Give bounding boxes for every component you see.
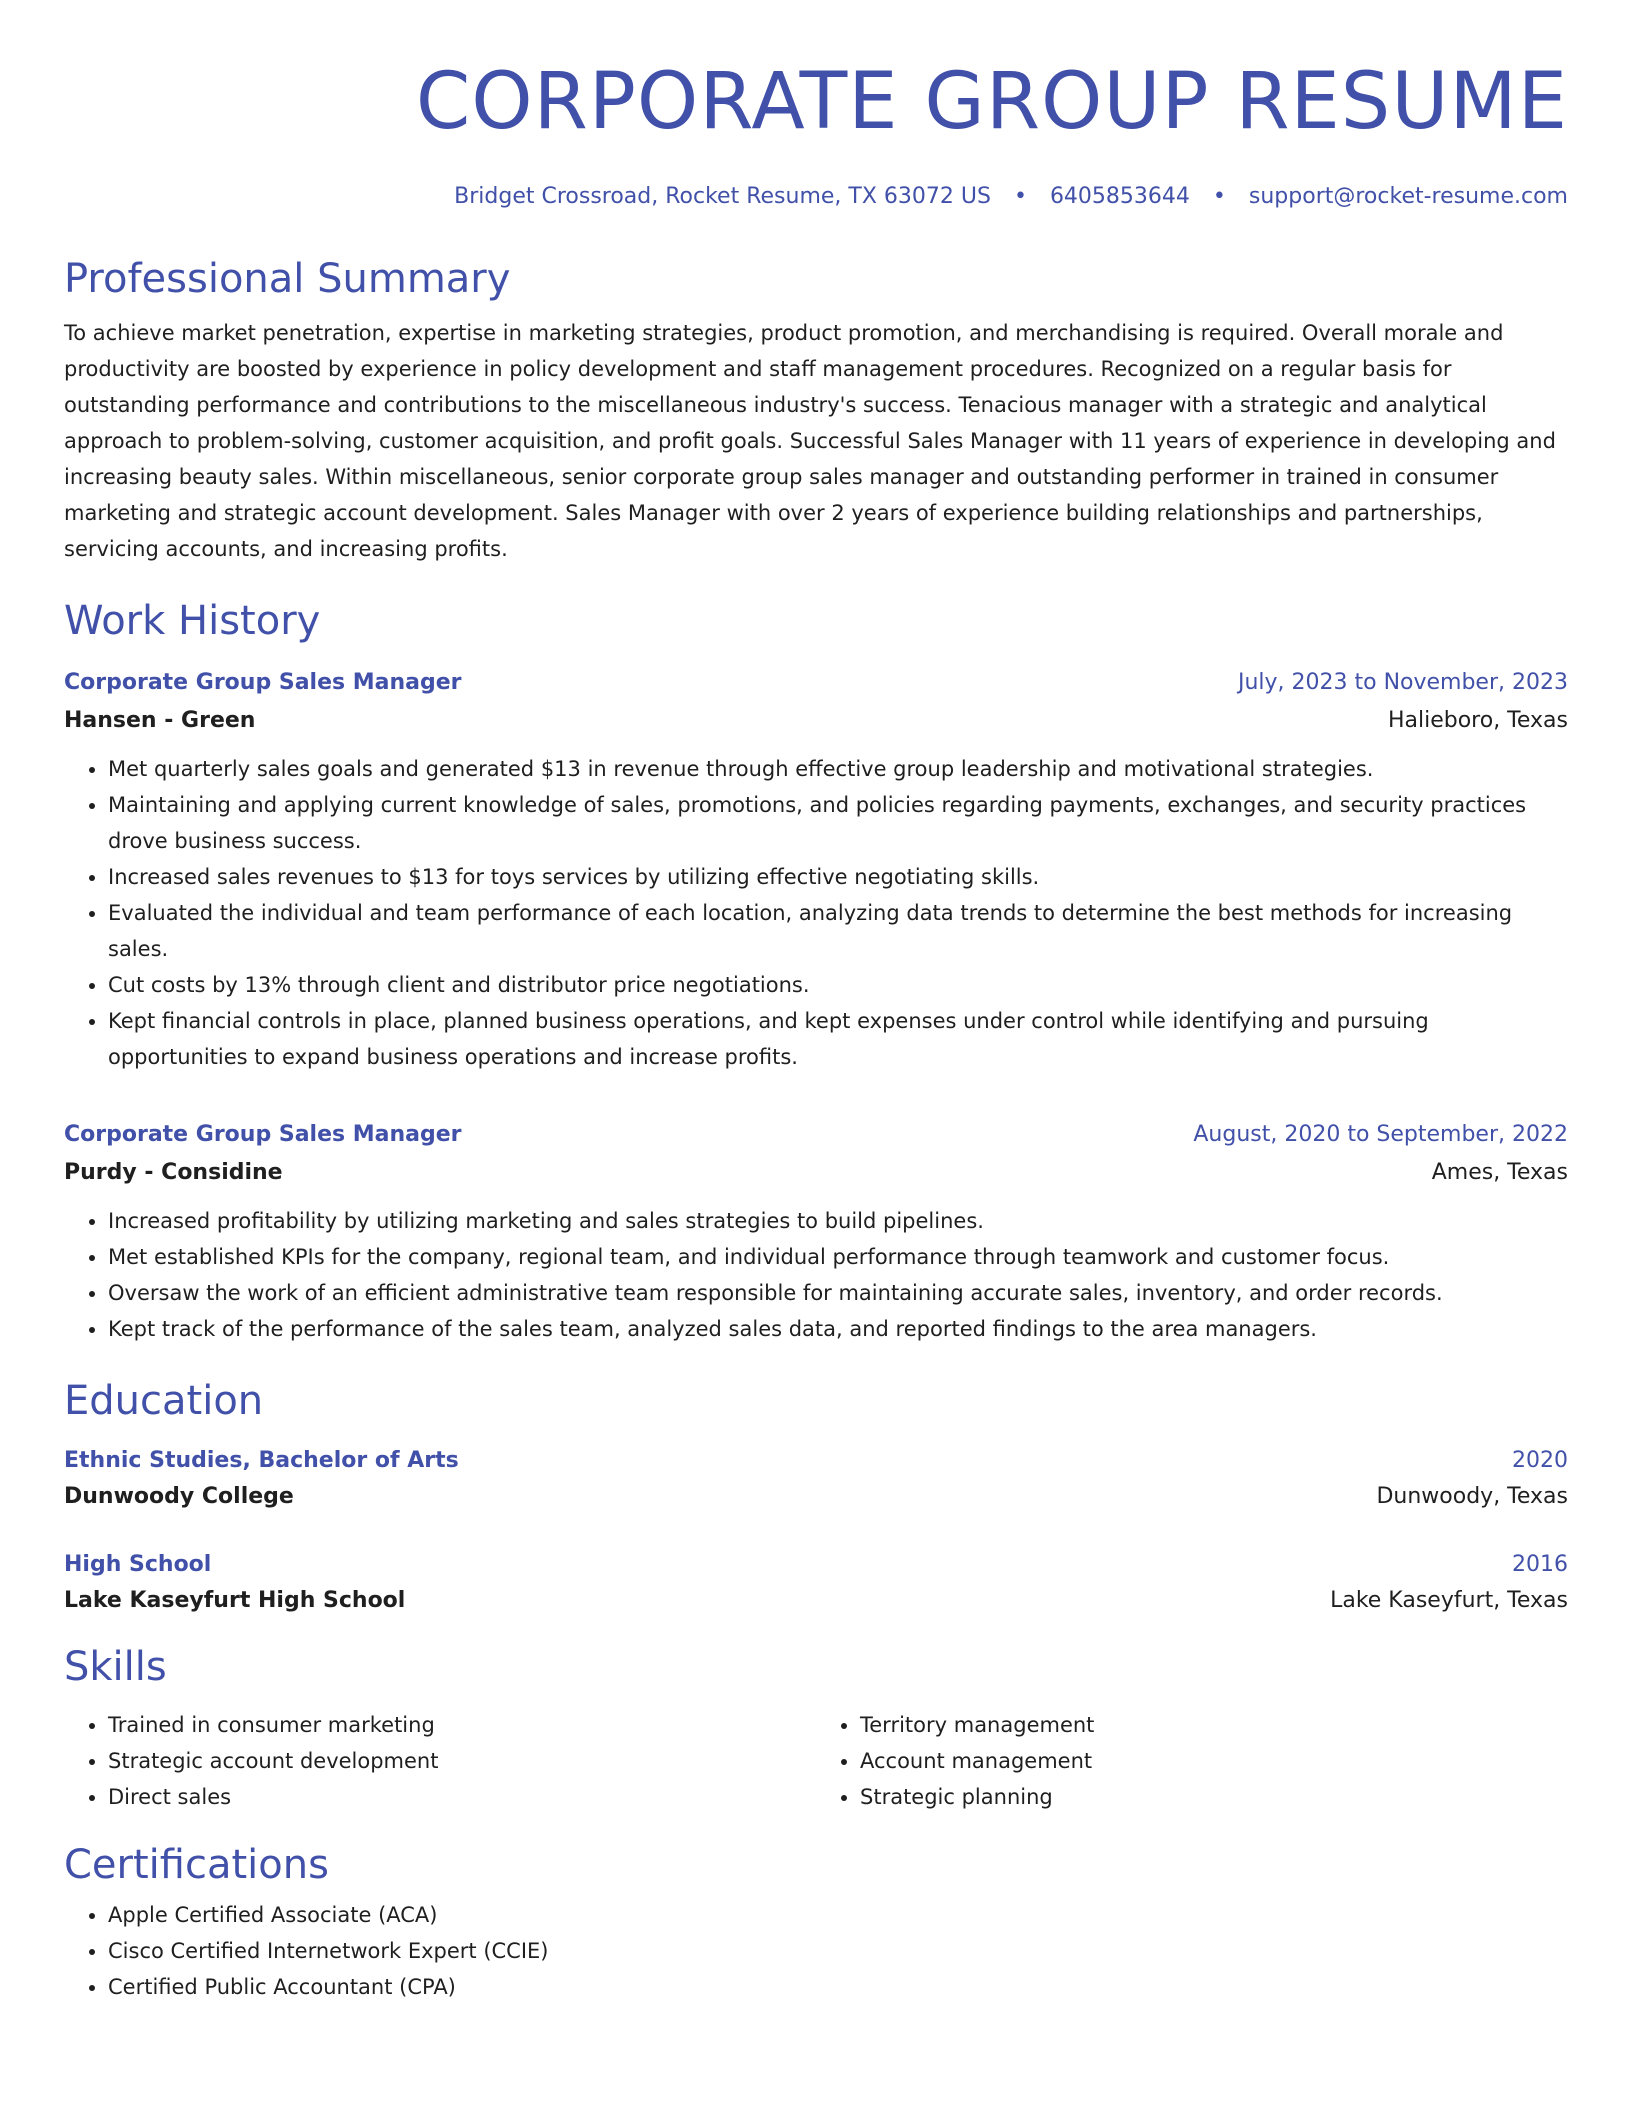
job-subheader: [64, 1151, 1568, 1189]
skill-item: • Territory management: [860, 1707, 1568, 1743]
job-header: [64, 1119, 1568, 1151]
skills-grid: [64, 1699, 1568, 1815]
job-title: Corporate Group Sales Manager: [64, 1122, 462, 1147]
skill-item: • Strategic planning: [860, 1779, 1568, 1815]
job-location: Halieboro, Texas: [1387, 708, 1568, 733]
skill-item: • Trained in consumer marketing: [108, 1707, 816, 1743]
job-bullet: • Met established KPIs for the company, regional team, and individual performance through teamwork and customer focus.: [108, 1239, 1568, 1275]
education-degree: Ethnic Studies, Bachelor of Arts: [64, 1448, 459, 1473]
job-entry: [64, 667, 1568, 1075]
work-history-heading: Work History: [64, 598, 321, 644]
job-header: [64, 667, 1568, 699]
education-subheader: [64, 1477, 1568, 1513]
job-dates: August, 2020 to September, 2022: [1193, 1122, 1568, 1147]
work-history-section: [64, 597, 1568, 1347]
resume-title: CORPORATE GROUP RESUME: [415, 57, 1568, 147]
skill-item: • Strategic account development: [108, 1743, 816, 1779]
job-title: Corporate Group Sales Manager: [64, 670, 462, 695]
education-header: [64, 1549, 1568, 1581]
education-subheader: [64, 1581, 1568, 1617]
job-company: Purdy - Considine: [64, 1160, 283, 1185]
job-dates: July, 2023 to November, 2023: [1237, 670, 1568, 695]
education-year: 2016: [1512, 1552, 1568, 1577]
job-bullet: • Cut costs by 13% through client and distributor price negotiations.: [108, 967, 1568, 1003]
education-school: Lake Kaseyfurt High School: [64, 1588, 406, 1613]
education-degree: High School: [64, 1552, 212, 1577]
certifications-list: [64, 1897, 1568, 2005]
job-bullets: [64, 751, 1568, 1075]
job-bullet: • Evaluated the individual and team performance of each location, analyzing data trends to determine the best methods for increasing sales.: [108, 895, 1568, 967]
skills-heading: Skills: [64, 1644, 167, 1690]
job-bullet: • Kept financial controls in place, planned business operations, and kept expenses under control while identifying and pursuing opportunities to expand business operations and increase profits.: [108, 1003, 1568, 1075]
skill-item: • Direct sales: [108, 1779, 816, 1815]
job-bullet: • Increased sales revenues to $13 for toys services by utilizing effective negotiating skills.: [108, 859, 1568, 895]
skills-list-left: [64, 1707, 816, 1815]
education-section: [64, 1377, 1568, 1617]
education-entry: [64, 1445, 1568, 1513]
contact-address: Bridget Crossroad, Rocket Resume, TX 63072 US: [454, 184, 991, 209]
certification-item: • Apple Certified Associate (ACA): [108, 1897, 1568, 1933]
job-location: Ames, Texas: [1431, 1160, 1568, 1185]
certifications-section: [64, 1841, 1568, 2005]
education-entry: [64, 1549, 1568, 1617]
contact-line: [64, 184, 1568, 209]
job-subheader: [64, 699, 1568, 737]
contact-email[interactable]: support@rocket-resume.com: [1248, 184, 1568, 209]
summary-text: To achieve market penetration, expertise in marketing strategies, product promotion, and merchandising is required. Overall morale and productivity are boosted by experience in policy development and staff management procedures. Recognized on a regular basis for outstanding performance and contributions to the miscellaneous industry's success. Tenacious manager with a strategic and analytical approach to problem-solving, customer acquisition, and profit goals. Successful Sales Manager with 11 years of experience in developing and increasing beauty sales. Within miscellaneous, senior corporate group sales manager and outstanding performer in trained in consumer marketing and strategic account development. Sales Manager with over 2 years of experience building relationships and partnerships, servicing accounts, and increasing profits.: [64, 321, 1556, 561]
education-header: [64, 1445, 1568, 1477]
job-bullet: • Oversaw the work of an efficient administrative team responsible for maintaining accurate sales, inventory, and order records.: [108, 1275, 1568, 1311]
certification-item: • Certified Public Accountant (CPA): [108, 1969, 1568, 2005]
contact-phone: 6405853644: [1049, 184, 1190, 209]
job-bullet: • Increased profitability by utilizing marketing and sales strategies to build pipelines.: [108, 1203, 1568, 1239]
job-bullet: • Met quarterly sales goals and generated $13 in revenue through effective group leadership and motivational strategies.: [108, 751, 1568, 787]
job-company: Hansen - Green: [64, 708, 256, 733]
contact-separator: •: [1212, 184, 1226, 209]
summary-heading: Professional Summary: [64, 256, 511, 302]
job-bullet: • Kept track of the performance of the sales team, analyzed sales data, and reported findings to the area managers.: [108, 1311, 1568, 1347]
skill-item: • Account management: [860, 1743, 1568, 1779]
education-heading: Education: [64, 1378, 264, 1424]
education-year: 2020: [1512, 1448, 1568, 1473]
job-bullet: • Maintaining and applying current knowledge of sales, promotions, and policies regarding payments, exchanges, and security practices drove business success.: [108, 787, 1568, 859]
education-location: Lake Kaseyfurt, Texas: [1330, 1588, 1568, 1613]
education-location: Dunwoody, Texas: [1376, 1484, 1568, 1509]
education-school: Dunwoody College: [64, 1484, 294, 1509]
skills-list-right: [816, 1707, 1568, 1815]
certifications-heading: Certifications: [64, 1842, 329, 1888]
certification-item: • Cisco Certified Internetwork Expert (CCIE): [108, 1933, 1568, 1969]
contact-separator: •: [1013, 184, 1027, 209]
job-entry: [64, 1119, 1568, 1347]
summary-section: [64, 255, 1568, 567]
skills-section: [64, 1643, 1568, 1815]
job-bullets: [64, 1203, 1568, 1347]
